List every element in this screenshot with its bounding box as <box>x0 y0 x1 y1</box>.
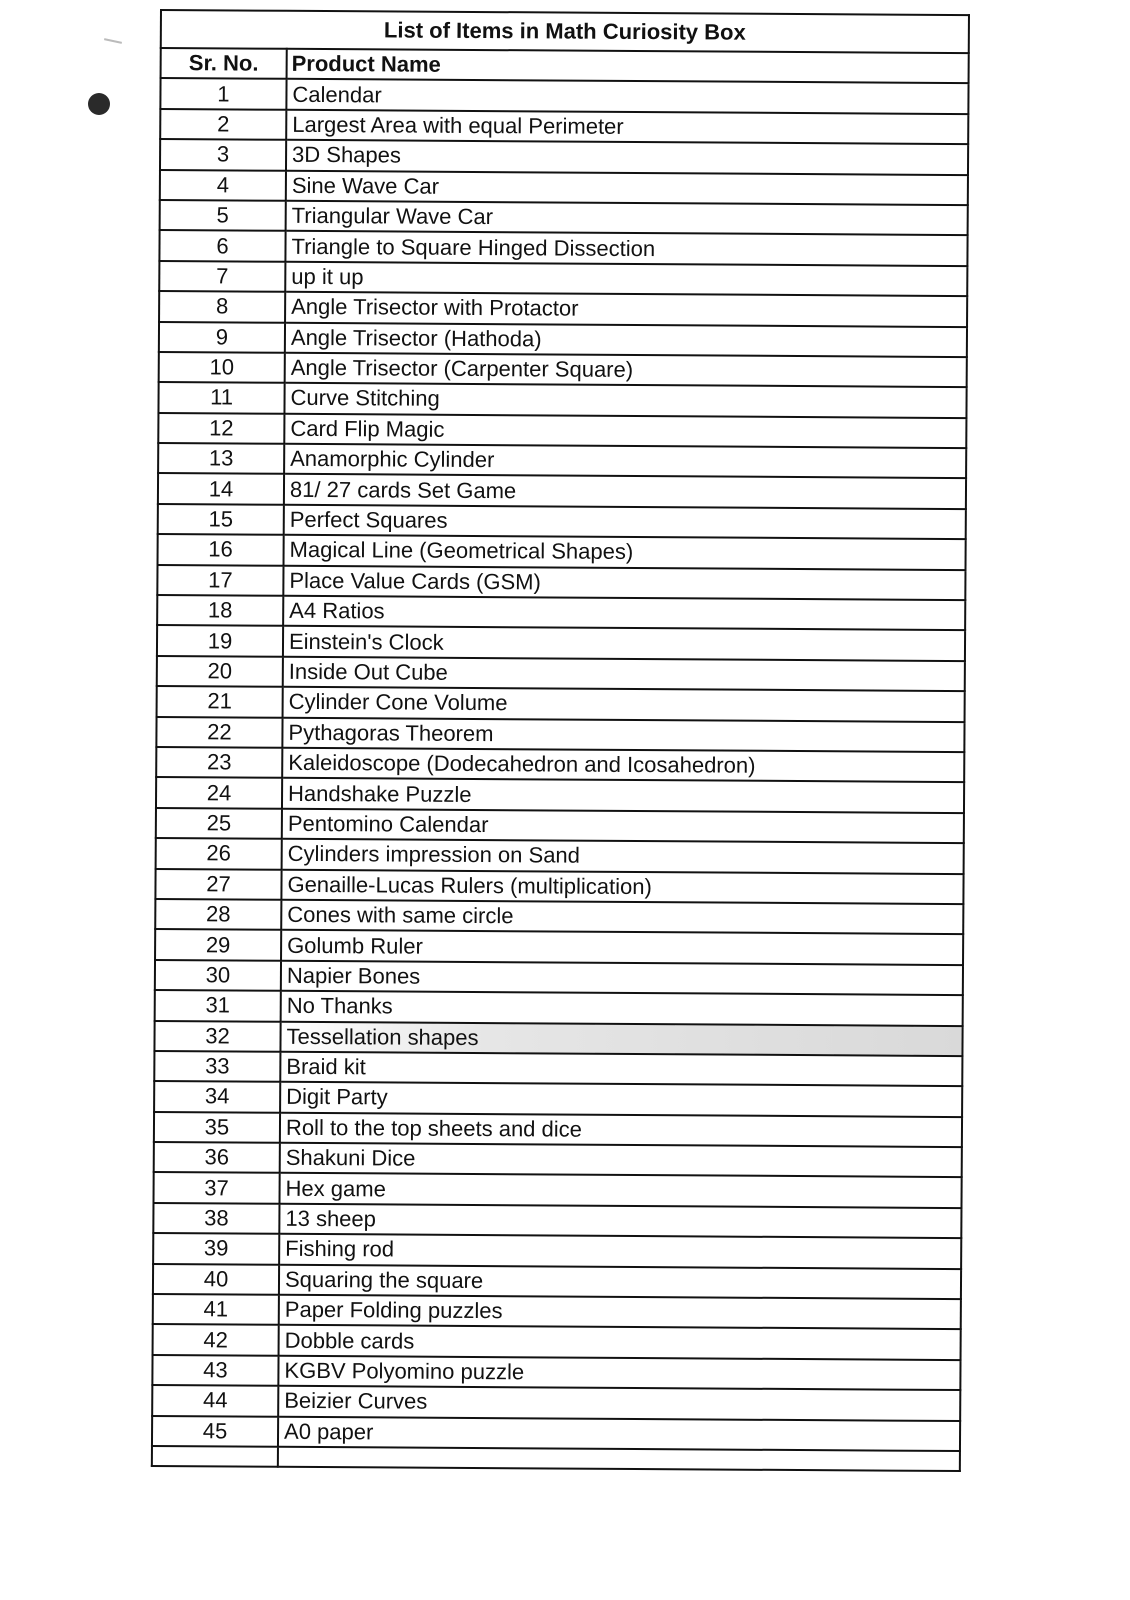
serial-number-cell: 38 <box>153 1203 279 1234</box>
product-name-cell: Anamorphic Cylinder <box>284 444 966 479</box>
serial-number-cell: 41 <box>153 1294 279 1325</box>
product-name-cell: 3D Shapes <box>286 140 968 175</box>
product-name-cell: KGBV Polyomino puzzle <box>278 1356 960 1391</box>
serial-number-cell: 33 <box>154 1051 280 1082</box>
product-name-cell: Braid kit <box>280 1052 962 1087</box>
product-name-cell: Napier Bones <box>281 960 963 995</box>
product-name-cell: Magical Line (Geometrical Shapes) <box>284 535 966 570</box>
table-row <box>153 1264 961 1299</box>
product-name-cell: Pentomino Calendar <box>282 809 964 844</box>
serial-number-cell: 40 <box>153 1264 279 1295</box>
table-row <box>154 1020 962 1055</box>
serial-number-cell: 17 <box>157 565 283 596</box>
serial-number-cell: 35 <box>154 1112 280 1143</box>
serial-number-cell: 20 <box>157 656 283 687</box>
product-name-cell: Dobble cards <box>279 1325 961 1360</box>
table-row <box>159 291 967 326</box>
table-row <box>160 200 968 235</box>
product-name-cell: A0 paper <box>278 1416 960 1451</box>
table-row <box>156 838 964 873</box>
serial-number-cell: 12 <box>158 413 284 444</box>
table-row <box>158 443 966 478</box>
table-row <box>157 565 965 600</box>
header-row <box>161 48 969 83</box>
serial-number-cell: 18 <box>157 595 283 626</box>
serial-number-cell: 2 <box>160 109 286 140</box>
product-name-cell: Inside Out Cube <box>283 657 965 692</box>
table-row <box>158 534 966 569</box>
product-name-cell: Perfect Squares <box>284 505 966 540</box>
product-name-cell: Pythagoras Theorem <box>282 717 964 752</box>
serial-number-cell: 24 <box>156 777 282 808</box>
product-name-cell: Tessellation shapes <box>280 1021 962 1056</box>
product-name-cell: Beizier Curves <box>278 1386 960 1421</box>
table-row <box>153 1233 961 1268</box>
serial-number-cell: 42 <box>153 1324 279 1355</box>
table-row <box>157 656 965 691</box>
table-row <box>152 1416 960 1451</box>
product-name-cell: Squaring the square <box>279 1264 961 1299</box>
serial-number-cell: 30 <box>155 960 281 991</box>
serial-number-cell: 34 <box>154 1081 280 1112</box>
serial-number-cell: 9 <box>159 322 285 353</box>
product-name-cell: Calendar <box>286 79 968 114</box>
product-name-cell: Triangle to Square Hinged Dissection <box>285 231 967 266</box>
serial-number-cell: 1 <box>160 78 286 109</box>
product-name-cell: Digit Party <box>280 1082 962 1117</box>
serial-number-cell: 7 <box>159 261 285 292</box>
table-row <box>155 990 963 1025</box>
table-row <box>158 504 966 539</box>
serial-number-cell: 21 <box>157 686 283 717</box>
document-sheet <box>151 9 968 1472</box>
product-name-cell: Angle Trisector (Carpenter Square) <box>285 353 967 388</box>
table-row <box>158 413 966 448</box>
table-row <box>159 230 967 265</box>
product-name-cell: No Thanks <box>281 991 963 1026</box>
product-name-cell: Cones with same circle <box>281 900 963 935</box>
serial-number-cell: 4 <box>160 170 286 201</box>
serial-number-cell: 13 <box>158 443 284 474</box>
product-name-cell: Angle Trisector with Protactor <box>285 292 967 327</box>
table-row <box>158 473 966 508</box>
serial-number-cell: 43 <box>152 1355 278 1386</box>
empty-row <box>152 1446 960 1471</box>
table-row <box>153 1324 961 1359</box>
title-row <box>161 10 969 53</box>
serial-number-cell: 29 <box>155 929 281 960</box>
table-row <box>155 929 963 964</box>
product-name-cell: Kaleidoscope (Dodecahedron and Icosahedron) <box>282 748 964 783</box>
serial-number-cell: 6 <box>159 230 285 261</box>
product-name-cell: A4 Ratios <box>283 596 965 631</box>
serial-number-cell: 25 <box>156 808 282 839</box>
serial-number-cell: 19 <box>157 625 283 656</box>
table-row <box>157 686 965 721</box>
serial-number-cell: 23 <box>156 747 282 778</box>
table-row <box>157 595 965 630</box>
serial-number-cell: 10 <box>159 352 285 383</box>
empty-cell <box>152 1446 278 1467</box>
serial-number-cell: 11 <box>158 382 284 413</box>
serial-number-cell: 8 <box>159 291 285 322</box>
table-row <box>159 261 967 296</box>
table-row <box>154 1112 962 1147</box>
serial-number-cell: 36 <box>154 1142 280 1173</box>
serial-number-cell: 32 <box>154 1020 280 1051</box>
product-name-cell: Fishing rod <box>279 1234 961 1269</box>
table-row <box>160 78 968 113</box>
serial-number-cell: 27 <box>155 869 281 900</box>
table-row <box>157 625 965 660</box>
table-row <box>160 170 968 205</box>
table-row <box>152 1385 960 1420</box>
items-table <box>151 9 970 1472</box>
serial-number-cell: 45 <box>152 1416 278 1447</box>
product-name-cell: Cylinders impression on Sand <box>282 839 964 874</box>
serial-number-cell: 31 <box>155 990 281 1021</box>
table-row <box>160 139 968 174</box>
product-name-cell: Shakuni Dice <box>280 1143 962 1178</box>
table-row <box>155 960 963 995</box>
serial-number-cell: 15 <box>158 504 284 535</box>
product-name-cell: Angle Trisector (Hathoda) <box>285 322 967 357</box>
table-title: List of Items in Math Curiosity Box <box>161 10 969 53</box>
serial-number-cell: 14 <box>158 473 284 504</box>
table-row <box>153 1294 961 1329</box>
product-name-cell: Hex game <box>279 1173 961 1208</box>
punch-hole <box>88 93 110 115</box>
table-body <box>152 78 969 1471</box>
empty-cell <box>278 1447 960 1471</box>
product-name-cell: Handshake Puzzle <box>282 778 964 813</box>
product-name-cell: Curve Stitching <box>284 383 966 418</box>
table-row <box>159 352 967 387</box>
table-row <box>156 777 964 812</box>
table-row <box>153 1203 961 1238</box>
serial-number-cell: 16 <box>158 534 284 565</box>
table-row <box>156 717 964 752</box>
serial-number-cell: 44 <box>152 1385 278 1416</box>
product-name-cell: Einstein's Clock <box>283 626 965 661</box>
serial-number-cell: 22 <box>156 717 282 748</box>
product-name-cell: Sine Wave Car <box>286 170 968 205</box>
table-row <box>154 1051 962 1086</box>
table-row <box>154 1081 962 1116</box>
serial-number-cell: 37 <box>153 1172 279 1203</box>
table-row <box>160 109 968 144</box>
serial-number-cell: 26 <box>156 838 282 869</box>
serial-number-cell: 5 <box>160 200 286 231</box>
product-name-cell: 81/ 27 cards Set Game <box>284 474 966 509</box>
table-row <box>152 1355 960 1390</box>
product-name-cell: Genaille-Lucas Rulers (multiplication) <box>281 869 963 904</box>
serial-number-cell: 28 <box>155 899 281 930</box>
product-name-cell: Golumb Ruler <box>281 930 963 965</box>
product-name-cell: Roll to the top sheets and dice <box>280 1112 962 1147</box>
table-row <box>156 747 964 782</box>
product-name-cell: Largest Area with equal Perimeter <box>286 110 968 145</box>
table-row <box>155 869 963 904</box>
table-row <box>154 1142 962 1177</box>
scan-mark <box>104 38 122 44</box>
table-row <box>153 1172 961 1207</box>
product-name-cell: Cylinder Cone Volume <box>283 687 965 722</box>
column-header-serial: Sr. No. <box>161 48 287 79</box>
table-row <box>155 899 963 934</box>
table-row <box>158 382 966 417</box>
product-name-cell: Paper Folding puzzles <box>279 1295 961 1330</box>
product-name-cell: up it up <box>285 262 967 297</box>
serial-number-cell: 39 <box>153 1233 279 1264</box>
column-header-product: Product Name <box>287 49 969 84</box>
table-row <box>159 322 967 357</box>
product-name-cell: 13 sheep <box>279 1204 961 1239</box>
table-row <box>156 808 964 843</box>
product-name-cell: Triangular Wave Car <box>286 201 968 236</box>
serial-number-cell: 3 <box>160 139 286 170</box>
product-name-cell: Card Flip Magic <box>284 413 966 448</box>
product-name-cell: Place Value Cards (GSM) <box>283 565 965 600</box>
